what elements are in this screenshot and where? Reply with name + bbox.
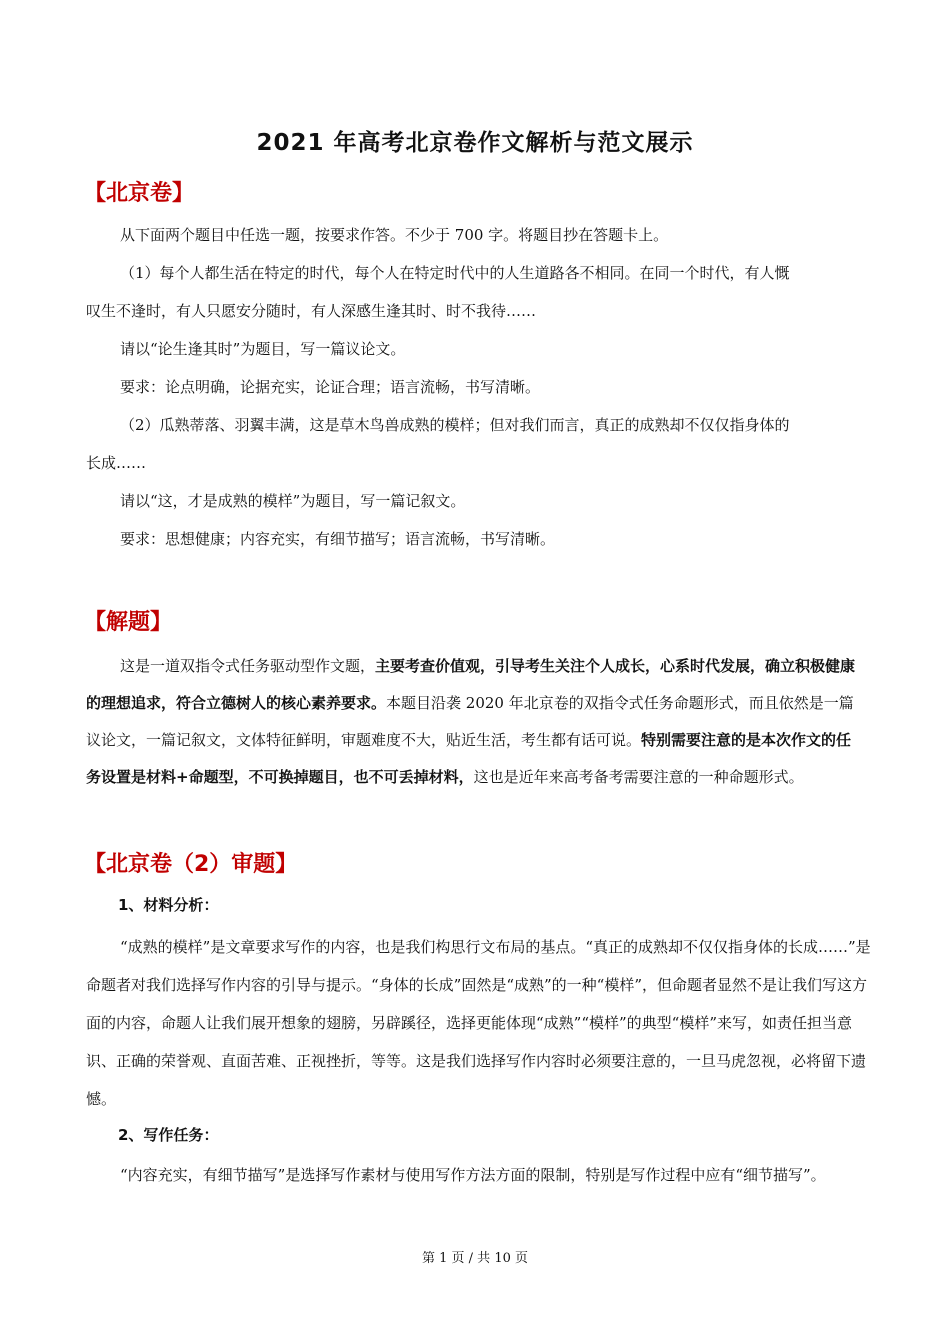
subheading-material: 1、材料分析： bbox=[118, 896, 219, 914]
jieti-emphasis: 特别需要注意的是本次作文的任务设置是材料+命题型，不可换掉题目，也不可丢掉材料， bbox=[86, 731, 852, 786]
material-paragraph: “成熟的模样”是文章要求写作的内容，也是我们构思行文布局的基点。“真正的成熟却不仅仅指身体的长成……”是命题者对我们选择写作内容的引导与提示。“身体的长成”固然是“成熟”的一种“模样”，但命题者显然不是让我们写这方面的内容，命题人让我们展开想象的翅膀，另辟蹊径，选择更能体现“成熟”“模样”的典型“模样”来写，如责任担当意识、正确的荣誉观、直面苦难、正视挫折，等等。这是我们选择写作内容时必须要注意的，一旦马虎忽视，必将留下遗憾。 bbox=[86, 938, 871, 1108]
section-heading-beijing: 【北京卷】 bbox=[84, 181, 195, 206]
paragraph-line: 要求：论点明确，论据充实，论证合理；语言流畅，书写清晰。 bbox=[120, 378, 541, 396]
jieti-text: 这也是近年来高考备考需要注意的一种命题形式。 bbox=[473, 768, 804, 786]
page-footer: 第 1 页 / 共 10 页 bbox=[422, 1251, 528, 1266]
section-heading-shenti: 【北京卷（2）审题】 bbox=[84, 852, 298, 877]
page-title: 2021 年高考北京卷作文解析与范文展示 bbox=[256, 130, 694, 156]
jieti-paragraph bbox=[86, 648, 862, 796]
jieti-text: 本题目沿袭 2020 年北京卷的双指令式任务命题形式，而且依然是一篇议论文，一篇记叙文，文体特征鲜明，审题难度不大，贴近生活，考生都有话可说。 bbox=[86, 694, 854, 749]
subheading-task: 2、写作任务： bbox=[118, 1126, 219, 1144]
paragraph-line: 要求：思想健康；内容充实，有细节描写；语言流畅，书写清晰。 bbox=[120, 530, 556, 548]
section-heading-jieti: 【解题】 bbox=[84, 610, 173, 635]
jieti-text: 这是一道双指令式任务驱动型作文题， bbox=[120, 657, 376, 675]
paragraph-line: （2）瓜熟蒂落、羽翼丰满，这是草木鸟兽成熟的模样；但对我们而言，真正的成熟却不仅仅指身体的 bbox=[120, 416, 790, 434]
paragraph-line: 长成…… bbox=[86, 454, 147, 472]
paragraph-line: 从下面两个题目中任选一题，按要求作答。不少于 700 字。将题目抄在答题卡上。 bbox=[120, 226, 669, 244]
paragraph-line: 叹生不逢时，有人只愿安分随时，有人深感生逢其时、时不我待…… bbox=[86, 302, 537, 320]
task-paragraph: “内容充实，有细节描写”是选择写作素材与使用写作方法方面的限制，特别是写作过程中应有“细节描写”。 bbox=[120, 1166, 826, 1184]
jieti-emphasis: 主要考查价值观，引导考生关注个人成长，心系时代发展，确立积极健康的理想追求，符合立德树人的核心素养要求。 bbox=[86, 657, 856, 712]
paragraph-line: 请以“论生逢其时”为题目，写一篇议论文。 bbox=[120, 340, 406, 358]
paragraph-line: （1）每个人都生活在特定的时代，每个人在特定时代中的人生道路各不相同。在同一个时代，有人慨 bbox=[120, 264, 790, 282]
paragraph-line: 请以“这，才是成熟的模样”为题目，写一篇记叙文。 bbox=[120, 492, 466, 510]
